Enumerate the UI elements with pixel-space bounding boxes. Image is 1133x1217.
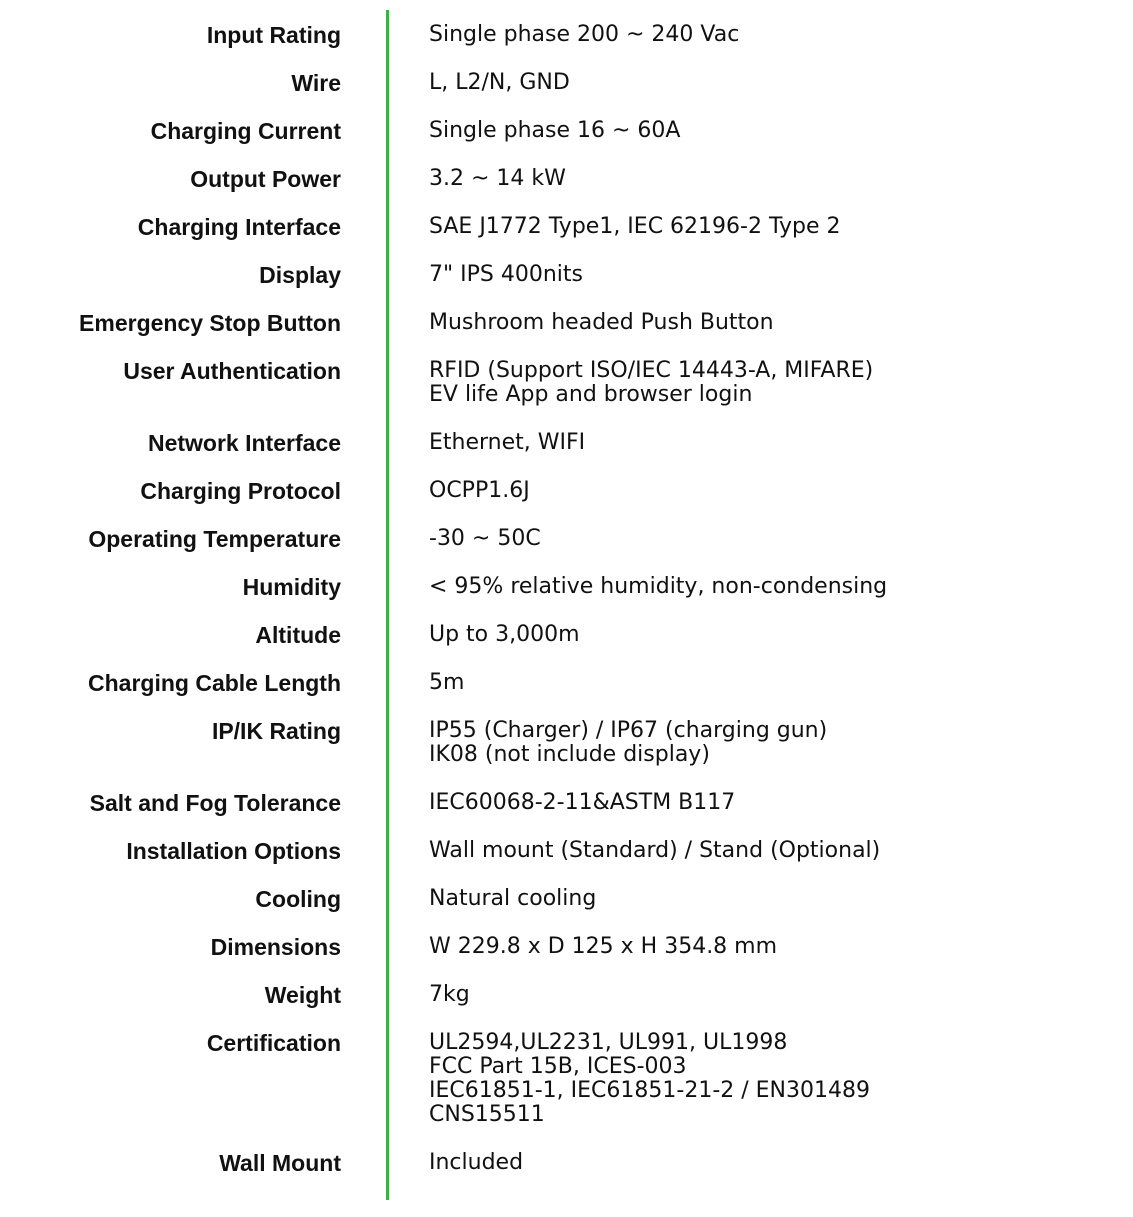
spec-value-line: IK08 (not include display) (429, 742, 710, 767)
spec-value (429, 671, 464, 695)
spec-value-line: Wall mount (Standard) / Stand (Optional) (429, 838, 881, 863)
spec-value (429, 575, 887, 599)
spec-label: Weight (264, 982, 341, 1008)
spec-value-line: Natural cooling (429, 886, 597, 911)
spec-value-line: Single phase 200 ~ 240 Vac (429, 22, 740, 47)
spec-value (429, 719, 827, 767)
spec-label: Emergency Stop Button (79, 310, 341, 336)
spec-value (429, 983, 470, 1007)
spec-label: Display (259, 262, 341, 288)
spec-value-line: W 229.8 x D 125 x H 354.8 mm (429, 934, 778, 959)
spec-value (429, 311, 774, 335)
spec-label: Wall Mount (219, 1150, 341, 1176)
spec-label: Wire (291, 70, 341, 96)
spec-value-line: 7kg (429, 982, 470, 1007)
spec-label: User Authentication (123, 358, 341, 384)
spec-value (429, 431, 585, 455)
spec-value-line: L, L2/N, GND (429, 70, 570, 95)
spec-value (429, 263, 583, 287)
spec-label: Charging Protocol (140, 478, 341, 504)
spec-value (429, 71, 570, 95)
spec-value-line: CNS15511 (429, 1102, 545, 1127)
spec-label: Altitude (255, 622, 341, 648)
spec-value-line: 3.2 ~ 14 kW (429, 166, 566, 191)
spec-value (429, 839, 880, 863)
spec-value-line: -30 ~ 50C (429, 526, 541, 551)
spec-value (429, 887, 596, 911)
spec-value-line: Up to 3,000m (429, 622, 580, 647)
spec-value (429, 791, 735, 815)
spec-label: Input Rating (206, 22, 341, 48)
spec-value-line: Single phase 16 ~ 60A (429, 118, 681, 143)
spec-value-line: EV life App and browser login (429, 382, 753, 407)
spec-label: Charging Current (150, 118, 341, 144)
spec-value-line: 5m (429, 670, 465, 695)
spec-label: Charging Interface (137, 214, 341, 240)
spec-value-line: RFID (Support ISO/IEC 14443-A, MIFARE) (429, 358, 874, 383)
spec-label: Humidity (242, 574, 341, 600)
spec-value-line: UL2594,UL2231, UL991, UL1998 (429, 1030, 788, 1055)
spec-value-line: SAE J1772 Type1, IEC 62196-2 Type 2 (429, 214, 841, 239)
spec-value-line: < 95% relative humidity, non-condensing (429, 574, 888, 599)
spec-value-line: 7" IPS 400nits (429, 262, 583, 287)
spec-value (429, 359, 873, 407)
spec-value-line: Included (429, 1150, 524, 1175)
spec-value (429, 1151, 523, 1175)
spec-value (429, 623, 580, 647)
spec-value (429, 119, 680, 143)
spec-label: Charging Cable Length (88, 670, 341, 696)
spec-value-line: IEC60068-2-11&ASTM B117 (429, 790, 736, 815)
spec-value-line: IP55 (Charger) / IP67 (charging gun) (429, 718, 828, 743)
spec-label: IP/IK Rating (211, 718, 341, 744)
spec-value-line: FCC Part 15B, ICES-003 (429, 1054, 687, 1079)
spec-value (429, 1031, 870, 1127)
spec-label: Installation Options (126, 838, 341, 864)
spec-value (429, 527, 541, 551)
spec-label: Cooling (255, 886, 341, 912)
spec-value-line: IEC61851-1, IEC61851-21-2 / EN301489 (429, 1078, 870, 1103)
spec-label: Network Interface (147, 430, 341, 456)
spec-value (429, 479, 530, 503)
spec-value-line: OCPP1.6J (429, 478, 530, 503)
spec-value (429, 167, 566, 191)
spec-label: Certification (206, 1030, 341, 1056)
spec-label: Operating Temperature (88, 526, 341, 552)
spec-value (429, 23, 739, 47)
spec-value (429, 215, 840, 239)
spec-value-line: Ethernet, WIFI (429, 430, 586, 455)
spec-label: Dimensions (210, 934, 341, 960)
green-divider (386, 10, 389, 1200)
spec-label: Output Power (190, 166, 341, 192)
spec-value (429, 935, 777, 959)
spec-label: Salt and Fog Tolerance (89, 790, 341, 816)
spec-value-line: Mushroom headed Push Button (429, 310, 774, 335)
